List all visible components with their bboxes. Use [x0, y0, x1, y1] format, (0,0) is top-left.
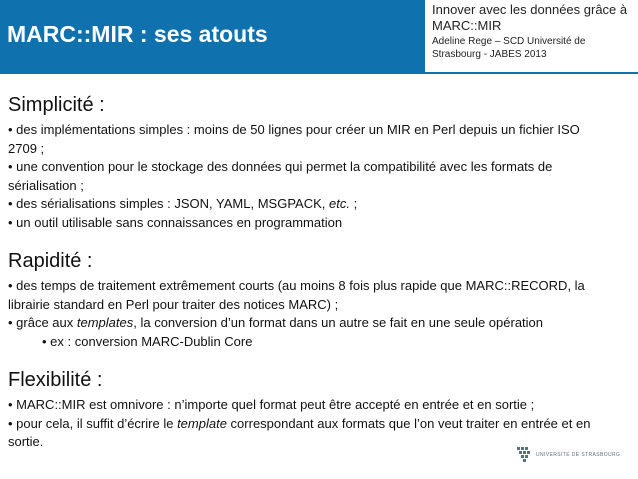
slide-title: MARC::MIR : ses atouts	[7, 21, 268, 47]
presentation-author: Adeline Rege – SCD Université de Strasbourg - JABES 2013	[432, 36, 586, 60]
slide-header	[0, 0, 638, 72]
emphasis-text: etc.	[328, 196, 350, 211]
emphasis-text: template	[177, 415, 227, 431]
slide-content	[8, 93, 608, 452]
section-simplicite	[8, 93, 608, 232]
university-logo-text: UNIVERSITÉ DE STRASBOURG	[536, 452, 621, 458]
university-logo	[516, 445, 621, 465]
bullet-item: • des sérialisations simples : JSON, YAML, MSGPACK, etc. ;	[8, 196, 358, 211]
bullet-item: • un outil utilisable sans connaissances en programmation	[8, 214, 343, 230]
university-of-strasbourg-logo-icon	[516, 446, 534, 464]
bullet-subitem: • ex : conversion MARC-Dublin Core	[42, 333, 253, 349]
section-rapidite	[8, 249, 608, 351]
title-band	[0, 0, 425, 72]
bullet-item: • MARC::MIR est omnivore : n’importe quel format peut être accepté en entrée et en sortie ;	[8, 397, 535, 412]
section-heading: Simplicité :	[8, 94, 105, 116]
presentation-info	[425, 0, 638, 72]
section-flexibilite	[8, 368, 608, 452]
section-heading: Rapidité :	[8, 250, 93, 272]
section-heading: Flexibilité :	[8, 369, 103, 391]
bullet-item: • des temps de traitement extrêmement courts (au moins 8 fois plus rapide que MARC::RECORD, la librairie standard en Perl pour traiter des notices MARC) ;	[8, 278, 585, 312]
bullet-item: • une convention pour le stockage des données qui permet la compatibilité avec les formats de sérialisation ;	[8, 159, 553, 193]
bullet-item: • pour cela, il suffit d’écrire le template correspondant aux formats que l’on veut traiter en entrée et en sortie.	[8, 415, 591, 449]
emphasis-text: templates	[76, 315, 134, 330]
bullet-item: • grâce aux templates, la conversion d’un format dans un autre se fait en une seule opération	[8, 315, 544, 330]
header-divider	[0, 72, 638, 74]
presentation-title: Innover avec les données grâce à MARC::MIR	[432, 2, 628, 33]
bullet-item: • des implémentations simples : moins de 50 lignes pour créer un MIR en Perl depuis un fichier ISO 2709 ;	[8, 122, 580, 156]
